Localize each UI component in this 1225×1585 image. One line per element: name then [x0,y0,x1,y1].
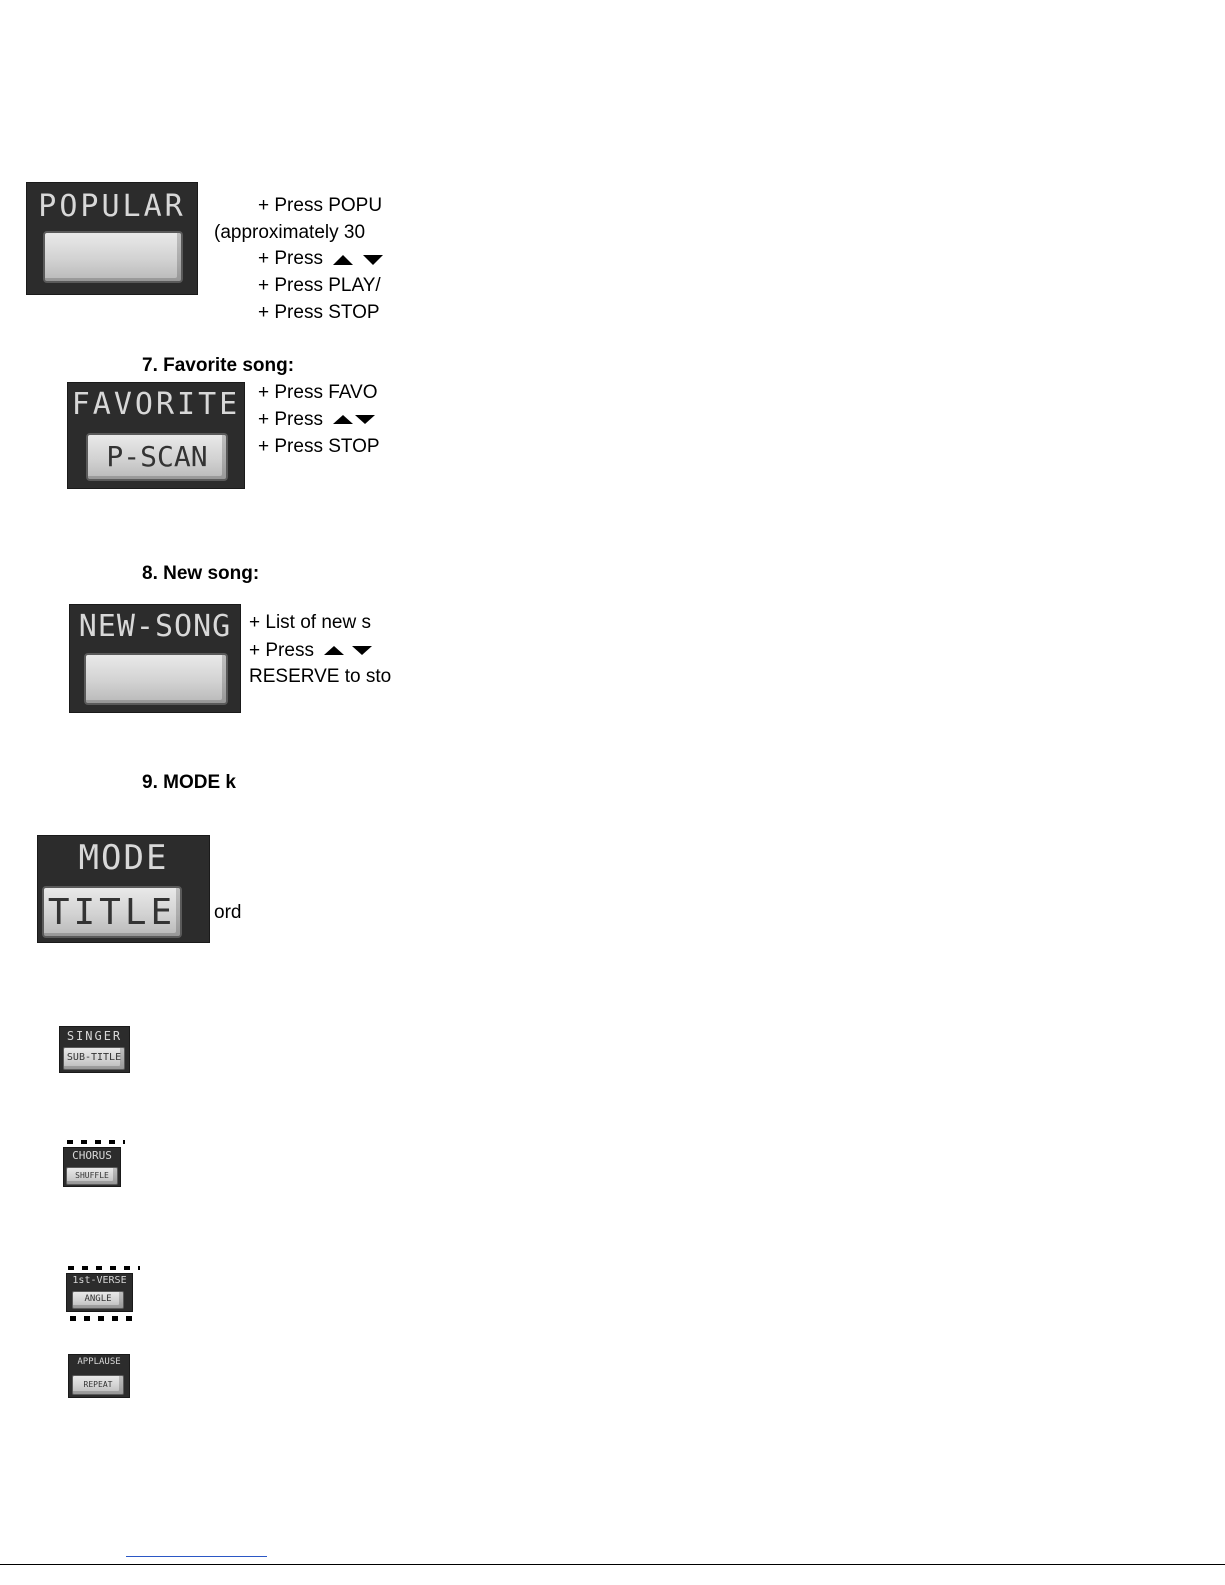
favorite-button[interactable] [67,382,245,489]
singer-subtitle-button[interactable] [59,1026,130,1073]
clipped-text-fragment [67,1140,125,1144]
applause-repeat-button[interactable] [68,1354,130,1398]
first-verse-angle-button[interactable] [66,1273,133,1312]
up-down-arrows-icon [329,251,387,267]
up-down-arrows-icon [329,412,387,428]
footer-divider [0,1564,1225,1565]
subtitle-key: SUB-TITLE [63,1047,125,1070]
popular-line-1: + Press POPU [258,195,383,216]
angle-key: ANGLE [72,1291,124,1309]
new-song-line-2-text: + Press [249,640,314,661]
mode-trailing-text: ord [214,902,242,923]
popular-button[interactable] [26,182,198,295]
popular-line-2: (approximately 30 [214,222,366,243]
popular-line-3 [258,248,387,270]
first-verse-label: 1st-VERSE [72,1275,127,1286]
favorite-key: P-SCAN [86,433,228,481]
popular-key [43,231,183,283]
chorus-shuffle-button[interactable] [63,1147,121,1187]
new-song-heading: 8. New song: [142,563,260,584]
mode-key: TITLE [42,886,182,938]
popular-line-4: + Press PLAY/ [258,275,381,296]
up-down-arrows-icon [320,643,378,659]
new-song-button[interactable] [69,604,241,713]
clipped-text-fragment [70,1316,136,1321]
favorite-line-1: + Press FAVO [258,382,378,403]
singer-label: SINGER [66,1029,123,1043]
new-song-line-3: RESERVE to sto [249,666,392,687]
favorite-heading: 7. Favorite song: [142,355,295,376]
favorite-line-2 [258,409,387,431]
new-song-label: NEW-SONG [78,609,232,644]
mode-label: MODE [78,838,169,878]
new-song-line-2 [249,640,378,662]
clipped-text-fragment [68,1266,140,1270]
mode-heading: 9. MODE k [142,772,236,793]
favorite-line-2-text: + Press [258,409,323,430]
mode-button[interactable] [37,835,210,943]
chorus-label: CHORUS [72,1149,112,1162]
favorite-label: FAVORITE [71,387,241,422]
new-song-key [84,653,228,705]
shuffle-key: SHUFFLE [66,1167,118,1185]
favorite-line-3: + Press STOP [258,436,380,457]
repeat-key: REPEAT [72,1375,124,1395]
applause-label: APPLAUSE [77,1357,121,1367]
popular-line-5: + Press STOP [258,302,380,323]
popular-label: POPULAR [38,189,186,224]
popular-line-3-text: + Press [258,248,323,269]
new-song-line-1: + List of new s [249,612,371,633]
footer-link-underline[interactable] [126,1556,267,1557]
